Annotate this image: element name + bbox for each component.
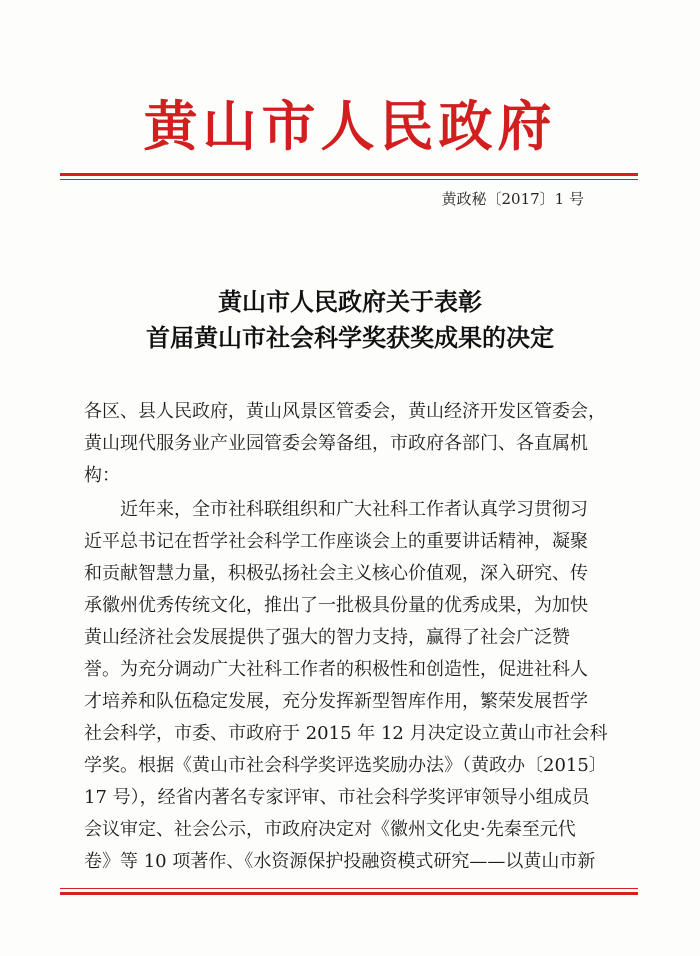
header-rule-thin [60,179,638,180]
body-paragraph-line: 承徽州优秀传统文化，推出了一批极具份量的优秀成果，为加快 [84,595,588,616]
body-paragraph-line: 誉。为充分调动广大社科工作者的积极性和创造性，促进社科人 [84,659,588,680]
body-paragraph-line: 近平总书记在哲学社会科学工作座谈会上的重要讲话精神，凝聚 [84,531,588,552]
document-title-line-1: 黄山市人民政府关于表彰 [218,287,482,316]
header-rule-thick [60,173,638,176]
body-paragraph-line: 学奖。根据《黄山市社会科学奖评选奖励办法》（黄政办〔2015〕 [84,755,607,776]
body-paragraph-line: 会议审定、社会公示，市政府决定对《徽州文化史·先秦至元代 [84,819,576,840]
body-paragraph-line: 才培养和队伍稳定发展，充分发挥新型智库作用，繁荣发展哲学 [84,691,588,712]
footer-rule-thick [60,892,638,895]
document-number: 黄政秘〔2017〕1 号 [441,190,584,208]
body-paragraph-line: 卷》等 10 项著作、《水资源保护投融资模式研究——以黄山市新 [84,851,596,872]
body-paragraph-line: 和贡献智慧力量，积极弘扬社会主义核心价值观，深入研究、传 [84,563,588,584]
body-paragraph-line: 17 号），经省内著名专家评审、市社会科学奖评审领导小组成员 [84,787,590,808]
body-paragraph-line: 社会科学，市委、市政府于 2015 年 12 月决定设立黄山市社会科 [84,723,608,744]
masthead-title: 黄山市人民政府 [143,94,557,158]
addressee-line-2: 黄山现代服务业产业园管委会筹备组，市政府各部门、各直属机 [84,433,588,454]
body-paragraph-line: 近年来，全市社科联组织和广大社科工作者认真学习贯彻习 [120,499,588,520]
addressee-line-3: 构： [84,465,120,486]
footer-rule-thin [60,888,638,889]
addressee-line-1: 各区、县人民政府，黄山风景区管委会，黄山经济开发区管委会， [84,401,606,422]
body-paragraph-line: 黄山经济社会发展提供了强大的智力支持，赢得了社会广泛赞 [84,627,570,648]
document-title-line-2: 首届黄山市社会科学奖获奖成果的决定 [146,323,554,352]
